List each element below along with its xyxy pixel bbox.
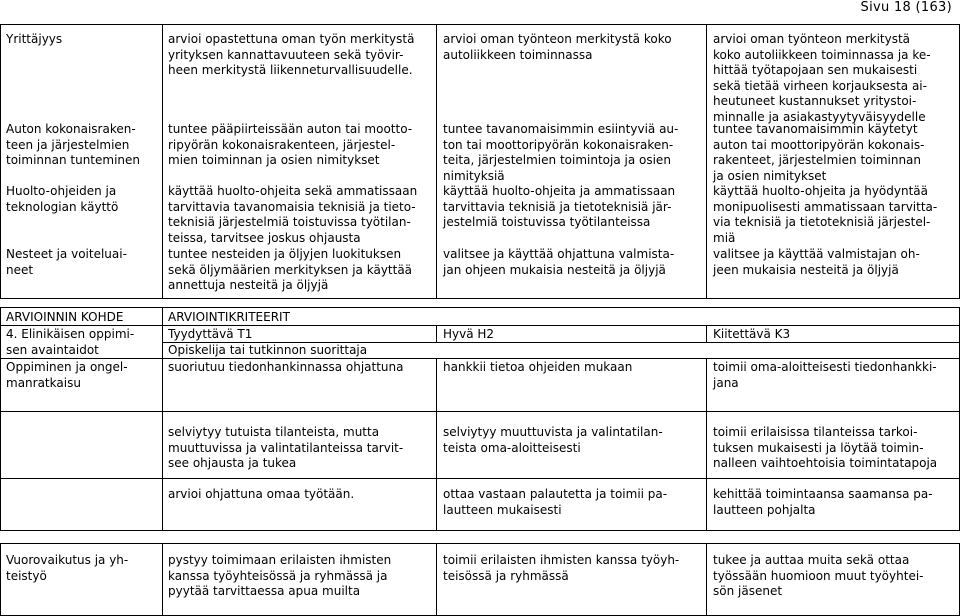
- criteria-cell: kehittää toimintaansa saamansa pa- lautteen pohjalta: [713, 487, 933, 517]
- table-divider: [436, 24, 437, 299]
- criteria-cell: toimii oma-aloitteisesti tiedonhankki- jana: [713, 360, 937, 390]
- criteria-cell: valitsee ja käyttää ohjattuna valmista- jan ohjeen mukaisia nesteitä ja öljyjä: [443, 247, 675, 277]
- table-divider: [706, 358, 707, 531]
- criteria-cell: selviytyy tutuista tilanteista, mutta muuttuvissa ja valintatilanteissa tarvit- see ohjausta ja tukea: [168, 425, 404, 470]
- table-divider: [0, 24, 1, 299]
- topic-cell: Nesteet ja voiteluai- neet: [6, 247, 127, 277]
- table-divider: [706, 543, 707, 616]
- section-header: ARVIOINTIKRITEERIT: [168, 310, 290, 324]
- table-row-divider: [0, 543, 960, 544]
- criteria-cell: toimii erilaisissa tilanteissa tarkoi- tuksen mukaisesti ja löytää toimin- nalleen vaihtoehtoisia toimintatapoja: [713, 425, 938, 470]
- criteria-cell: suoriutuu tiedonhankinnassa ohjattuna: [168, 360, 404, 374]
- criteria-cell: käyttää huolto-ohjeita ja ammatissaan tarvittavia teknisiä ja tietoteknisiä jär- jestelmiä toistuvissa työtilanteissa: [443, 184, 676, 229]
- criteria-cell: tuntee pääpiirteissään auton tai mootto- ripyörän kokonaisrakenteen, järjestel- mien toiminnan ja osien nimitykset: [168, 122, 413, 167]
- criteria-cell: tukee ja auttaa muita sekä ottaa työssään huomioon muut työyhtei- sön jäsenet: [713, 553, 924, 598]
- criteria-cell: arvioi opastettuna oman työn merkitystä yrityksen kannattavuuteen sekä työvir- heen merkitystä liikenneturvallisuudelle.: [168, 32, 415, 77]
- table-row-divider: [0, 530, 960, 531]
- table-divider: [436, 543, 437, 616]
- table-row-divider: [0, 478, 960, 479]
- topic-cell: Yrittäjyys: [6, 32, 63, 46]
- subheader: Opiskelija tai tutkinnon suorittaja: [168, 343, 368, 357]
- criteria-cell: tuntee nesteiden ja öljyjen luokituksen sekä öljymäärien merkityksen ja käyttää annettuja nesteitä ja öljyjä: [168, 247, 413, 292]
- table-row-divider: [0, 325, 960, 326]
- table-divider: [706, 325, 707, 342]
- table-row-divider: [0, 411, 960, 412]
- table-border-top: [0, 307, 960, 308]
- table-divider: [0, 307, 1, 531]
- section-header: ARVIOINNIN KOHDE: [6, 310, 124, 324]
- table-divider: [162, 307, 163, 531]
- criteria-cell: selviytyy muuttuvista ja valintatilan- teista oma-aloitteisesti: [443, 425, 663, 455]
- table-border-bottom: [0, 298, 960, 299]
- criteria-cell: käyttää huolto-ohjeita sekä ammatissaan tarvittavia tavanomaisia teknisiä ja tieto- teknisiä järjestelmiä toistuvissa työtilan- teissa, tarvitsee joskus ohjausta: [168, 184, 418, 245]
- topic-cell: Huolto-ohjeiden ja teknologian käyttö: [6, 184, 119, 214]
- topic-cell: Auton kokonaisraken- teen ja järjestelmien toiminnan tunteminen: [6, 122, 141, 167]
- table-divider: [162, 543, 163, 616]
- page-number: Sivu 18 (163): [860, 0, 952, 15]
- criteria-cell: toimii erilaisten ihmisten kanssa työyh- teisössä ja ryhmässä: [443, 553, 680, 583]
- criteria-cell: arvioi oman työnteon merkitystä koko autoliikkeen toiminnassa ja ke- hittää työtapojaan sen mukaisesti sekä tietää virheen korjauksesta ai- heutuneet kustannukset yritystoi- minnalle ja asiakastyytyväisyydelle: [713, 32, 931, 124]
- level-header: Kiitettävä K3: [713, 327, 791, 341]
- table-divider: [0, 543, 1, 616]
- criteria-cell: valitsee ja käyttää valmistajan oh- jeen mukaisia nesteitä ja öljyjä: [713, 247, 920, 277]
- table-divider: [436, 358, 437, 531]
- table-row-divider: [0, 358, 162, 359]
- criteria-cell: tuntee tavanomaisimmin esiintyviä au- ton tai moottoripyörän kokonaisraken- teita, järjestelmien toimintoja ja osien nimityksiä: [443, 122, 679, 183]
- criteria-cell: tuntee tavanomaisimmin käytetyt auton tai moottoripyörän kokonais- rakenteet, järjestelmien toiminnan ja osien nimitykset: [713, 122, 925, 183]
- level-header: Tyydyttävä T1: [168, 327, 253, 341]
- criteria-cell: arvioi oman työnteon merkitystä koko autoliikkeen toiminnassa: [443, 32, 672, 62]
- table-divider: [706, 24, 707, 299]
- criteria-cell: arvioi ohjattuna omaa työtään.: [168, 487, 355, 501]
- assessment-target: 4. Elinikäisen oppimi- sen avaintaidot: [6, 327, 135, 357]
- level-header: Hyvä H2: [443, 327, 495, 341]
- criteria-cell: ottaa vastaan palautetta ja toimii pa- lautteen mukaisesti: [443, 487, 668, 517]
- criteria-cell: hankkii tietoa ohjeiden mukaan: [443, 360, 633, 374]
- criteria-cell: pystyy toimimaan erilaisten ihmisten kanssa työyhteisössä ja ryhmässä ja pyytää tarvittaessa apua muilta: [168, 553, 392, 598]
- table-divider: [436, 325, 437, 342]
- topic-cell: Vuorovaikutus ja yh- teistyö: [6, 553, 129, 583]
- table-border-top: [0, 24, 960, 25]
- table-divider: [162, 24, 163, 299]
- criteria-cell: käyttää huolto-ohjeita ja hyödyntää monipuolisesti ammatissaan tarvitta- via teknisiä ja tietoteknisiä järjestel- miä: [713, 184, 938, 245]
- topic-cell: Oppiminen ja ongel- manratkaisu: [6, 360, 128, 390]
